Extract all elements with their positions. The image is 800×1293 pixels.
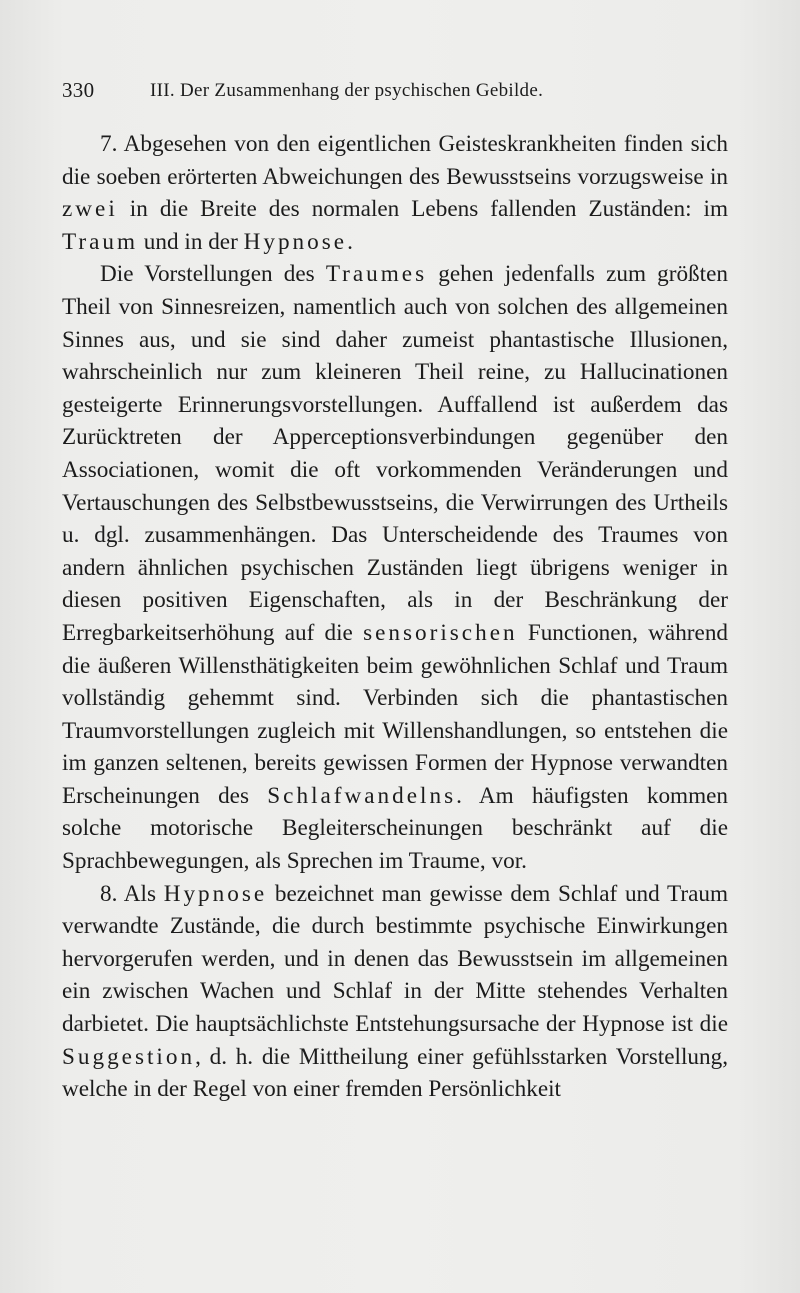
- emphasis-sensorischen: sensorischen: [363, 619, 518, 646]
- text-run: Die Vorstellungen des: [100, 261, 326, 288]
- emphasis-hypnose: Hypnose: [243, 228, 348, 255]
- emphasis-zwei: zwei: [62, 196, 118, 223]
- text-run: 8. Als: [100, 880, 164, 907]
- paragraph-traum: [62, 258, 728, 877]
- running-title: III. Der Zusammenhang der psychischen Gebilde.: [150, 80, 544, 101]
- text-run: gehen jedenfalls zum größten Theil von Sinnesreizen, namentlich auch von solchen des allgemeinen Sinnes aus, und sie sind daher zumeist phantastische Illusionen, wahrscheinlich nur zum kleineren Theil reine, zu Hallucinationen gesteigerte Erinnerungsvorstellungen. Auffallend ist außerdem das Zurücktreten der Apperceptionsverbindungen gegenüber den Associationen, womit die oft vorkommenden Veränderungen und Vertauschungen des Selbstbewusstseins, die Verwirrungen des Urtheils u. dgl. zusammenhängen. Das Unterscheidende des Traumes von andern ähnlichen psychischen Zuständen liegt übrigens weniger in diesen positiven Eigenschaften, als in der Beschränkung der Erregbarkeitserhöhung auf die: [62, 261, 728, 646]
- text-run: . Am häufigsten kommen solche motorische Begleiterscheinungen beschränkt auf die Sprachbewegungen, als Sprechen im Traume, vor.: [62, 782, 729, 875]
- text-run: .: [347, 228, 353, 255]
- text-run: Functionen, während die äußeren Willensthätigkeiten beim gewöhnlichen Schlaf und Traum vollständig gehemmt sind. Verbinden sich die phantastischen Traumvorstellungen zugleich mit Willenshandlungen, so entstehen die im ganzen seltenen, bereits gewissen Formen der Hypnose verwandten Erscheinungen des: [62, 619, 729, 809]
- text-run: 7. Abgesehen von den eigentlichen Geisteskrankheiten finden sich die soeben erörterten Abweichungen des Bewusstseins vorzugsweise in: [62, 131, 728, 190]
- page-header: [62, 78, 730, 112]
- page-number: 330: [62, 78, 95, 102]
- text-run: , d. h. die Mittheilung einer gefühlsstarken Vorstellung, welche in der Regel von einer fremden Persönlichkeit: [62, 1043, 728, 1103]
- emphasis-hypnose: Hypnose: [163, 880, 268, 907]
- paragraph-section-8: [62, 878, 728, 1106]
- body-text: [62, 128, 728, 1106]
- text-run: und in der: [138, 228, 244, 255]
- emphasis-suggestion: Suggestion: [62, 1043, 196, 1070]
- emphasis-schlafwandelns: Schlafwandelns: [267, 782, 457, 809]
- emphasis-traumes: Traumes: [325, 261, 428, 288]
- paragraph-section-7: [62, 128, 728, 258]
- text-run: bezeichnet man gewisse dem Schlaf und Traum verwandte Zustände, die durch bestimmte psychische Einwirkungen hervorgerufen werden, und in denen das Bewusstsein im allgemeinen ein zwischen Wachen und Schlaf in der Mitte stehendes Verhalten darbietet. Die hauptsächlichste Entstehungsursache der Hypnose ist die: [62, 880, 728, 1038]
- text-run: in die Breite des normalen Lebens fallenden Zuständen: im: [117, 196, 728, 223]
- emphasis-traum: Traum: [62, 228, 138, 255]
